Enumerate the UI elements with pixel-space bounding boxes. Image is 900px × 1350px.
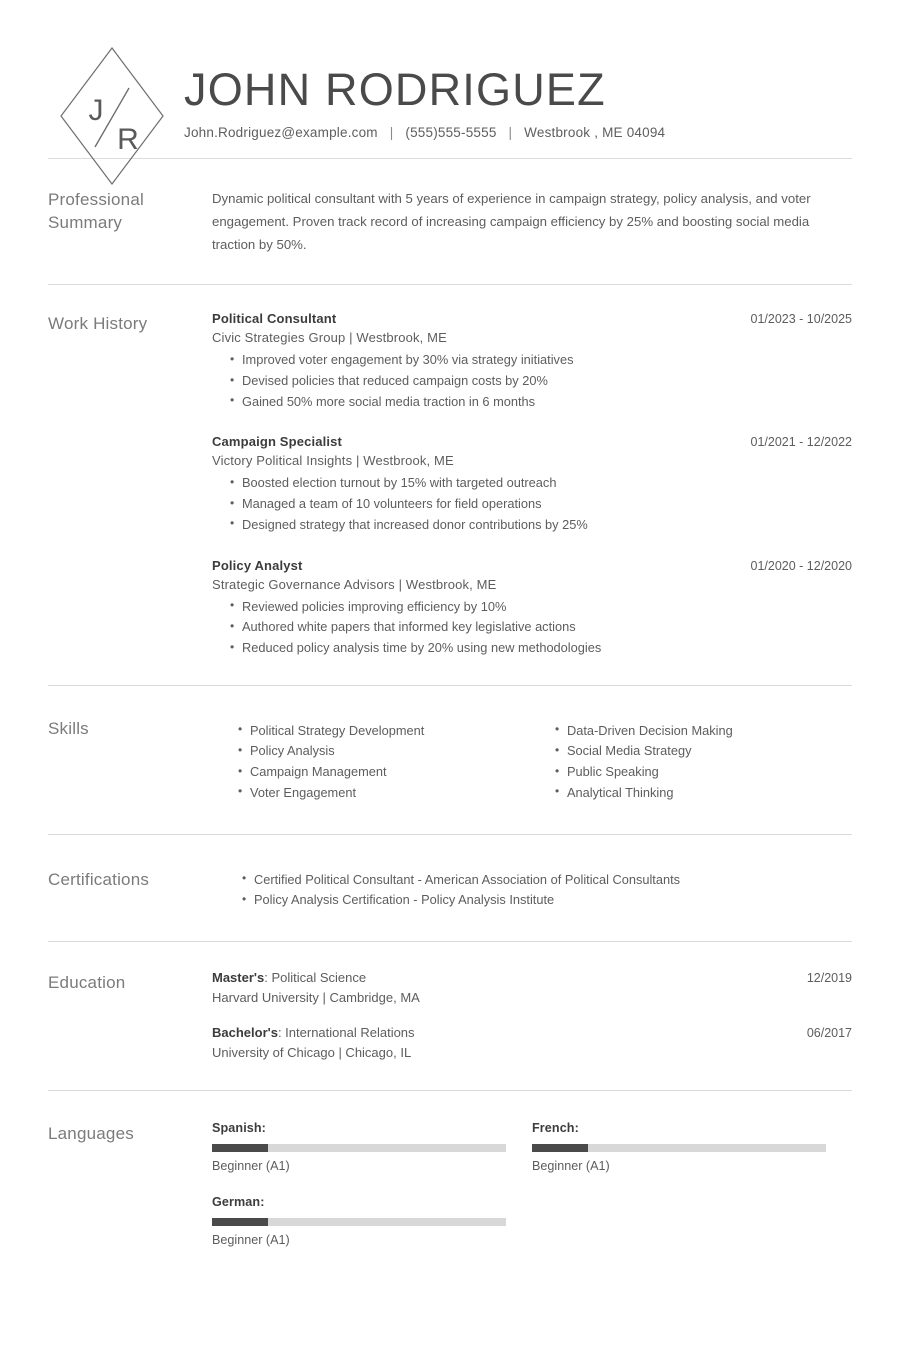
job-bullet: • Gained 50% more social media traction in 6 months <box>230 392 852 413</box>
contact-location: Westbrook , ME 04094 <box>524 125 666 141</box>
job-bullet: • Authored white papers that informed key legislative actions <box>230 617 852 638</box>
education-entry <box>212 970 852 1005</box>
skill-item: • Voter Engagement <box>238 783 535 804</box>
education-degree <box>212 1025 415 1040</box>
language-level: Beginner (A1) <box>212 1233 290 1248</box>
job-bullet-list <box>212 597 852 659</box>
language-proficiency-bar <box>212 1144 506 1152</box>
job-title: Policy Analyst <box>212 557 303 573</box>
certifications-list <box>224 870 852 911</box>
language-name: Spanish: <box>212 1121 266 1136</box>
skills-list <box>537 721 852 804</box>
job-dates: 01/2023 - 10/2025 <box>750 312 852 327</box>
skills-list <box>220 721 535 804</box>
job-company: Civic Strategies Group | Westbrook, ME <box>212 330 447 346</box>
skill-item: • Campaign Management <box>238 762 535 783</box>
contact-line <box>184 125 665 140</box>
section-label-languages: Languages <box>48 1124 134 1144</box>
job-company: Victory Political Insights | Westbrook, ME <box>212 453 454 469</box>
resume-header <box>0 0 900 158</box>
skill-item: • Social Media Strategy <box>555 741 852 762</box>
monogram-logo <box>48 40 176 190</box>
education-degree-type: Bachelor's <box>212 1025 278 1041</box>
job-bullet: • Devised policies that reduced campaign costs by 20% <box>230 371 852 392</box>
section-label-professional-summary: Professional Summary <box>48 190 144 232</box>
language-level: Beginner (A1) <box>212 1159 290 1174</box>
certification-item: • Certified Political Consultant - American Association of Political Consultants <box>242 870 852 891</box>
education-degree-field: : International Relations <box>277 1025 415 1041</box>
job-company: Strategic Governance Advisors | Westbrook, ME <box>212 576 497 592</box>
job-bullet: • Improved voter engagement by 30% via strategy initiatives <box>230 350 852 371</box>
skills-column-left <box>212 716 535 804</box>
language-proficiency-fill <box>532 1144 588 1152</box>
language-entry <box>532 1121 852 1173</box>
skill-item: • Data-Driven Decision Making <box>555 721 852 742</box>
skill-item: • Analytical Thinking <box>555 783 852 804</box>
section-label-work-history: Work History <box>48 314 148 334</box>
language-proficiency-fill <box>212 1144 268 1152</box>
language-proficiency-fill <box>212 1218 268 1226</box>
work-history-entry <box>212 558 852 659</box>
section-label-certifications: Certifications <box>48 869 150 889</box>
candidate-name: JOHN RODRIGUEZ <box>184 64 606 115</box>
work-history-entry <box>212 434 852 535</box>
language-proficiency-bar <box>532 1144 826 1152</box>
contact-email[interactable]: John.Rodriguez@example.com <box>184 125 378 141</box>
language-entry <box>212 1195 532 1247</box>
monogram-initial-first: J <box>88 94 104 127</box>
job-title: Campaign Specialist <box>212 434 342 450</box>
contact-separator-2: | <box>508 125 513 141</box>
certification-item: • Policy Analysis Certification - Policy Analysis Institute <box>242 890 852 911</box>
skill-item: • Public Speaking <box>555 762 852 783</box>
section-skills <box>0 686 900 834</box>
education-degree-type: Master's <box>212 970 265 986</box>
skills-column-right <box>535 716 852 804</box>
job-bullet-list <box>212 350 852 412</box>
job-bullet-list <box>212 473 852 535</box>
education-entry <box>212 1025 852 1060</box>
language-level: Beginner (A1) <box>532 1159 610 1174</box>
diamond-monogram-icon <box>57 42 167 190</box>
section-label-skills: Skills <box>48 718 89 738</box>
contact-separator-1: | <box>389 125 394 141</box>
section-education <box>0 942 900 1090</box>
section-label-education: Education <box>48 973 126 993</box>
monogram-initial-last: R <box>117 123 139 156</box>
section-certifications <box>0 835 900 941</box>
skill-item: • Political Strategy Development <box>238 721 535 742</box>
job-bullet: • Boosted election turnout by 15% with targeted outreach <box>230 473 852 494</box>
language-entry <box>212 1121 532 1173</box>
job-title: Political Consultant <box>212 311 337 327</box>
job-bullet: • Reviewed policies improving efficiency by 10% <box>230 597 852 618</box>
education-date: 06/2017 <box>806 1026 852 1041</box>
work-history-entry <box>212 311 852 412</box>
language-proficiency-bar <box>212 1218 506 1226</box>
section-languages <box>0 1091 900 1277</box>
education-school: University of Chicago | Chicago, IL <box>212 1045 412 1061</box>
education-school: Harvard University | Cambridge, MA <box>212 990 420 1006</box>
education-date: 12/2019 <box>806 971 852 986</box>
language-name: German: <box>212 1195 265 1210</box>
contact-phone[interactable]: (555)555-5555 <box>405 125 497 141</box>
header-text-block <box>176 40 665 140</box>
job-dates: 01/2021 - 12/2022 <box>750 435 852 450</box>
education-degree-field: : Political Science <box>264 970 367 986</box>
skill-item: • Policy Analysis <box>238 741 535 762</box>
job-bullet: • Managed a team of 10 volunteers for field operations <box>230 494 852 515</box>
language-name: French: <box>532 1121 579 1136</box>
section-work-history <box>0 285 900 684</box>
professional-summary-text: Dynamic political consultant with 5 years of experience in campaign strategy, policy analysis, and voter engagement. Proven track record of increasing campaign efficiency by 25% and boosting social media traction by 50%. <box>212 191 811 253</box>
job-bullet: • Designed strategy that increased donor contributions by 25% <box>230 515 852 536</box>
job-bullet: • Reduced policy analysis time by 20% using new methodologies <box>230 638 852 659</box>
education-degree <box>212 970 366 985</box>
job-dates: 01/2020 - 12/2020 <box>750 558 852 573</box>
